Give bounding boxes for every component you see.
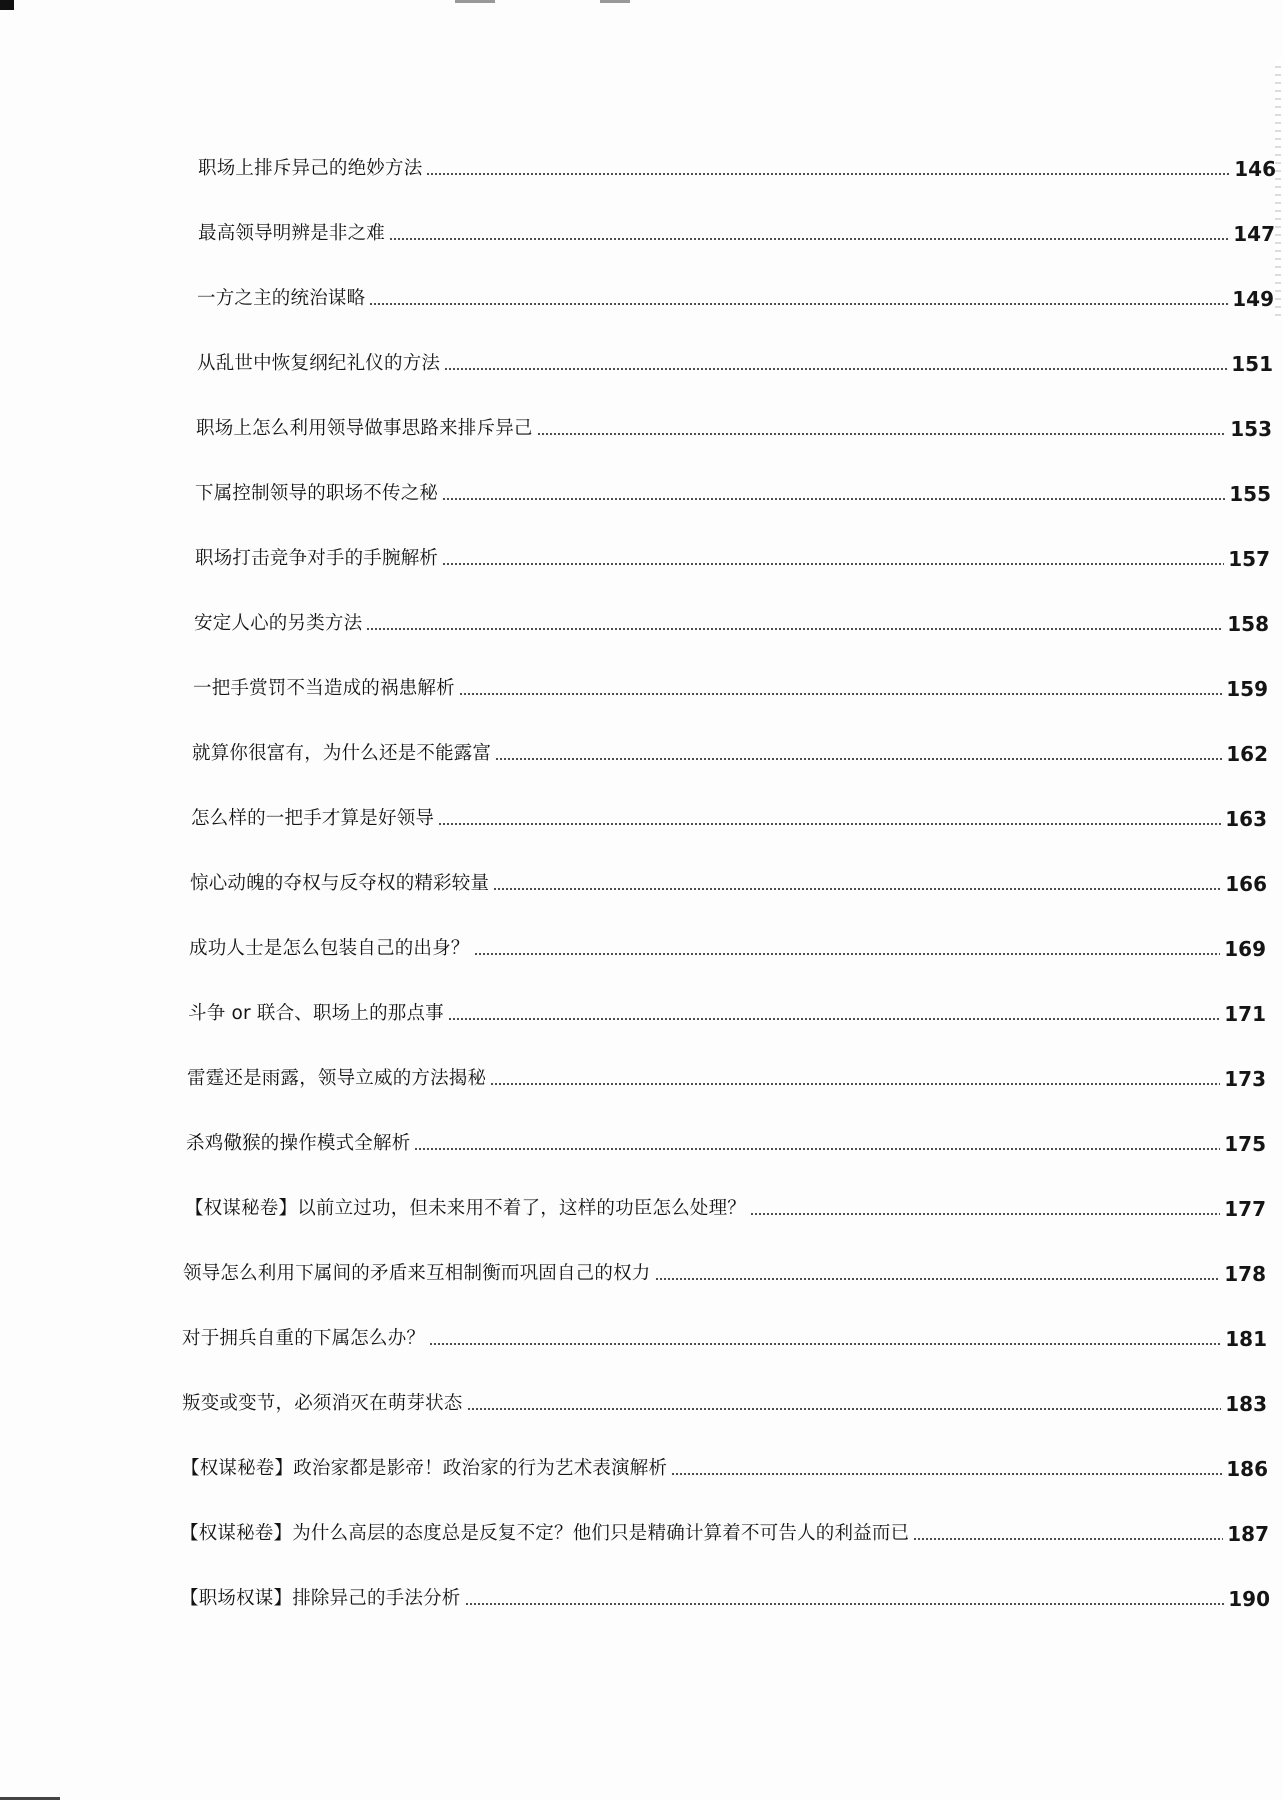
toc-dot-leader — [750, 1213, 1220, 1215]
toc-entry-title: 成功人士是怎么包装自己的出身？ — [189, 938, 470, 959]
toc-entry — [190, 865, 1267, 895]
toc-entry-page-number: 171 — [1224, 1002, 1266, 1026]
toc-entry-title: 雷霆还是雨露，领导立威的方法揭秘 — [187, 1068, 487, 1089]
toc-dot-leader — [913, 1538, 1223, 1540]
toc-entry — [182, 1385, 1267, 1415]
toc-entry — [195, 540, 1270, 570]
toc-entry-title: 从乱世中恢复纲纪礼仪的方法 — [197, 353, 441, 374]
toc-entry-title: 惊心动魄的夺权与反夺权的精彩较量 — [190, 873, 490, 894]
toc-entry — [197, 345, 1273, 375]
toc-entry — [189, 930, 1266, 960]
toc-entry-title: 【权谋秘卷】以前立过功，但未来用不着了，这样的功臣怎么处理？ — [185, 1198, 747, 1219]
toc-entry-page-number: 175 — [1224, 1132, 1266, 1156]
toc-dot-leader — [493, 888, 1221, 890]
toc-entry — [194, 605, 1269, 635]
toc-entry-title: 最高领导明辨是非之难 — [198, 223, 386, 244]
toc-entry — [187, 1060, 1266, 1090]
toc-entry-title: 下属控制领导的职场不传之秘 — [195, 483, 439, 504]
toc-dot-leader — [444, 368, 1227, 370]
toc-entry — [198, 215, 1275, 245]
toc-entry-title: 一把手赏罚不当造成的祸患解析 — [193, 678, 455, 699]
toc-entry-page-number: 158 — [1227, 612, 1269, 636]
toc-dot-leader — [459, 693, 1222, 695]
toc-entry-page-number: 177 — [1224, 1197, 1266, 1221]
toc-entry — [188, 995, 1266, 1025]
toc-dot-leader — [448, 1018, 1220, 1020]
toc-entry-page-number: 178 — [1224, 1262, 1266, 1286]
toc-dot-leader — [369, 303, 1228, 305]
toc-entry-title: 叛变或变节，必须消灭在萌芽状态 — [182, 1393, 463, 1414]
toc-entry — [195, 475, 1271, 505]
toc-entry-page-number: 186 — [1226, 1457, 1268, 1481]
toc-entry — [198, 150, 1276, 180]
toc-entry-page-number: 146 — [1234, 157, 1276, 181]
toc-entry-title: 一方之主的统治谋略 — [197, 288, 366, 309]
toc-entry-page-number: 166 — [1225, 872, 1267, 896]
toc-entry — [196, 410, 1272, 440]
toc-dot-leader — [414, 1148, 1220, 1150]
toc-entry — [185, 1190, 1266, 1220]
toc-entry-page-number: 147 — [1233, 222, 1275, 246]
toc-entry — [180, 1580, 1270, 1610]
toc-dot-leader — [490, 1083, 1220, 1085]
toc-dot-leader — [495, 758, 1222, 760]
toc-entry-page-number: 151 — [1231, 352, 1273, 376]
toc-dot-leader — [429, 1343, 1221, 1345]
toc-entry — [182, 1320, 1267, 1350]
toc-entry-page-number: 162 — [1226, 742, 1268, 766]
toc-entry-title: 安定人心的另类方法 — [194, 613, 363, 634]
toc-entry-page-number: 155 — [1229, 482, 1271, 506]
toc-entry-title: 斗争 or 联合、职场上的那点事 — [188, 1003, 444, 1024]
toc-entry-title: 对于拥兵自重的下属怎么办？ — [182, 1328, 426, 1349]
toc-entry — [192, 735, 1268, 765]
toc-entry — [193, 670, 1268, 700]
toc-entry-page-number: 163 — [1225, 807, 1267, 831]
toc-dot-leader — [442, 498, 1225, 500]
toc-entry-title: 【职场权谋】排除异己的手法分析 — [180, 1588, 461, 1609]
toc-entry-page-number: 169 — [1224, 937, 1266, 961]
toc-dot-leader — [465, 1603, 1225, 1605]
toc-entry — [183, 1255, 1266, 1285]
toc-dot-leader — [438, 823, 1221, 825]
toc-entry-page-number: 187 — [1227, 1522, 1269, 1546]
toc-dot-leader — [366, 628, 1223, 630]
toc-entry-page-number: 149 — [1232, 287, 1274, 311]
toc-entry-title: 就算你很富有，为什么还是不能露富 — [192, 743, 492, 764]
toc-entry-title: 【权谋秘卷】政治家都是影帝！政治家的行为艺术表演解析 — [181, 1458, 668, 1479]
toc-dot-leader — [389, 238, 1229, 240]
toc-dot-leader — [537, 433, 1227, 435]
toc-entry-page-number: 159 — [1226, 677, 1268, 701]
toc-dot-leader — [426, 173, 1230, 175]
toc-dot-leader — [442, 563, 1224, 565]
toc-entry — [181, 1450, 1268, 1480]
toc-entry-title: 职场打击竞争对手的手腕解析 — [195, 548, 439, 569]
toc-entry — [197, 280, 1274, 310]
toc-dot-leader — [467, 1408, 1222, 1410]
toc-entry — [180, 1515, 1269, 1545]
toc-entry-title: 职场上排斥异己的绝妙方法 — [198, 158, 423, 179]
toc-entry-page-number: 181 — [1225, 1327, 1267, 1351]
toc-entry-title: 怎么样的一把手才算是好领导 — [191, 808, 435, 829]
toc-entry-title: 领导怎么利用下属间的矛盾来互相制衡而巩固自己的权力 — [183, 1263, 651, 1284]
toc-entry — [191, 800, 1267, 830]
toc-dot-leader — [474, 953, 1221, 955]
toc-dot-leader — [671, 1473, 1222, 1475]
toc-entry-page-number: 173 — [1224, 1067, 1266, 1091]
toc-entry-title: 杀鸡儆猴的操作模式全解析 — [186, 1133, 411, 1154]
toc-entry-page-number: 190 — [1228, 1587, 1270, 1611]
toc-entry-title: 职场上怎么利用领导做事思路来排斥异己 — [196, 418, 533, 439]
toc-dot-leader — [655, 1278, 1221, 1280]
toc-entry-page-number: 183 — [1225, 1392, 1267, 1416]
toc-entry-page-number: 157 — [1228, 547, 1270, 571]
toc-entry-title: 【权谋秘卷】为什么高层的态度总是反复不定？他们只是精确计算着不可告人的利益而已 — [180, 1523, 910, 1544]
toc-entry — [186, 1125, 1266, 1155]
toc-entry-page-number: 153 — [1230, 417, 1272, 441]
